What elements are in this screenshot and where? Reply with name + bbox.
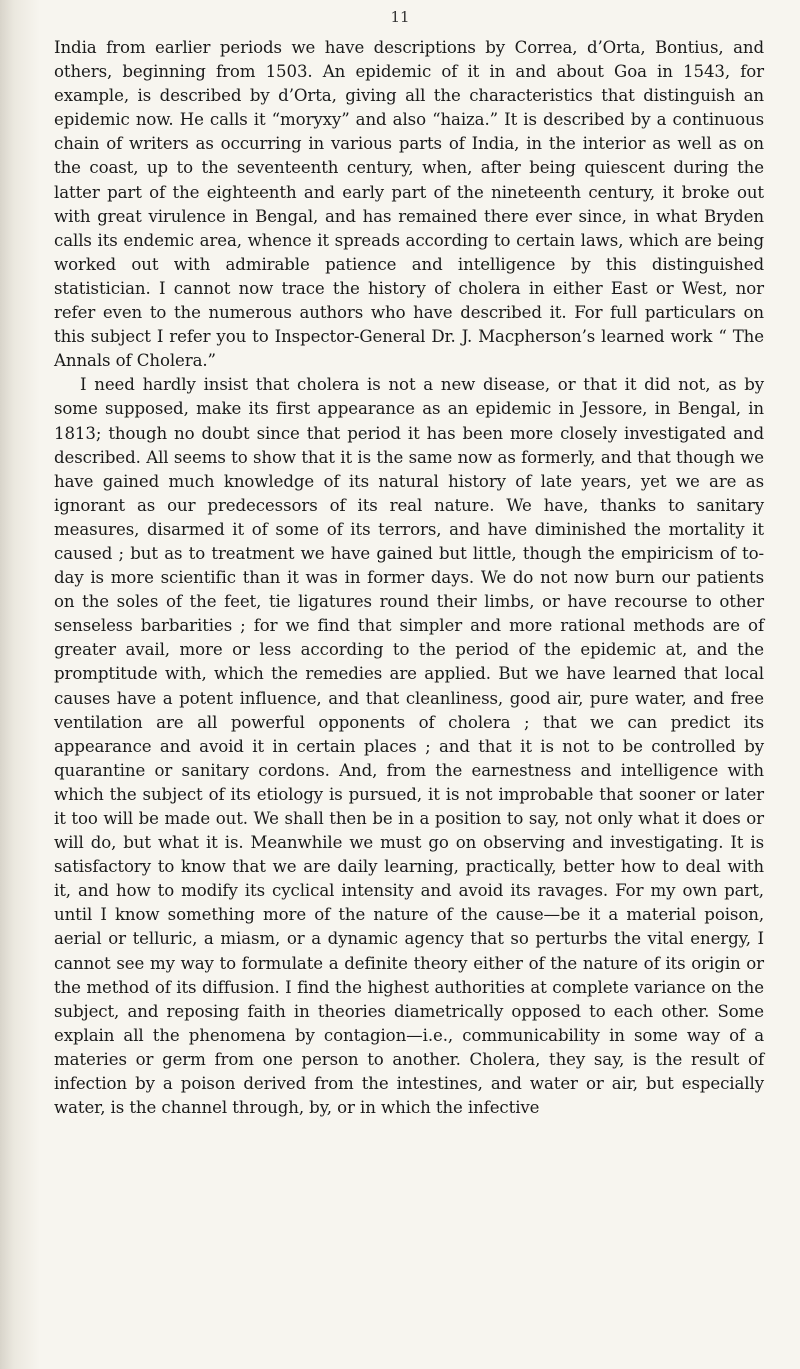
paragraph-1: India from earlier periods we have descriptions by Correa, d’Orta, Bontius, and others, beginning from 1503. An epidemic of it in and about Goa in 1543, for example, is described by d’Orta, giving all the characteristics that distinguish an epidemic now. He calls it “moryxy” and also “haiza.” It is described by a continuous chain of writers as occurring in various parts of India, in the interior as well as on the coast, up to the seventeenth century, when, after being quiescent during the latter part of the eighteenth and early part of the nineteenth century, it broke out with great virulence in Bengal, and has remained there ever since, in what Bryden calls its endemic area, whence it spreads according to certain laws, which are being worked out with admirable patience and intelligence by this distinguished statistician. I cannot now trace the history of cholera in either East or West, nor refer even to the numerous authors who have described it. For full particulars on this subject I refer you to Inspector-General Dr. J. Macpherson’s learned work “ The Annals of Cholera.” — [54, 38, 764, 371]
binding-shadow — [0, 0, 40, 1369]
page-number: 11 — [390, 8, 410, 26]
body-text — [54, 36, 764, 1120]
paragraph-2: I need hardly insist that cholera is not a new disease, or that it did not, as by some supposed, make its first appearance as an epidemic in Jessore, in Bengal, in 1813; though no doubt since that period it has been more closely investigated and described. All seems to show that it is the same now as formerly, and that though we have gained much knowledge of its natural history of late years, yet we are as ignorant as our predecessors of its real nature. We have, thanks to sanitary measures, disarmed it of some of its terrors, and have diminished the mortality it caused ; but as to treatment we have gained but little, though the empiricism of to-day is more scientific than it was in former days. We do not now burn our patients on the soles of the feet, tie ligatures round their limbs, or have recourse to other senseless barbarities ; for we find that simpler and more rational methods are of greater avail, more or less according to the period of the epidemic at, and the promptitude with, which the remedies are applied. But we have learned that local causes have a potent influence, and that cleanliness, good air, pure water, and free ventilation are all powerful opponents of cholera ; that we can predict its appearance and avoid it in certain places ; and that it is not to be controlled by quarantine or sanitary cordons. And, from the earnestness and intelligence with which the subject of its etiology is pursued, it is not improbable that sooner or later it too will be made out. We shall then be in a position to say, not only what it does or will do, but what it is. Meanwhile we must go on observing and investigating. It is satisfactory to know that we are daily learning, practically, better how to deal with it, and how to modify its cyclical intensity and avoid its ravages. For my own part, until I know something more of the nature of the cause—be it a material poison, aerial or telluric, a miasm, or a dynamic agency that so perturbs the vital energy, I cannot see my way to formulate a definite theory either of the nature of its origin or the method of its diffusion. I find the highest authorities at complete variance on the subject, and reposing faith in theories diametrically opposed to each other. Some explain all the phenomena by contagion—i.e., communicability in some way of a materies or germ from one person to another. Cholera, they say, is the result of infection by a poison derived from the intestines, and water or air, but especially water, is the channel through, by, or in which the infective — [54, 375, 764, 1118]
